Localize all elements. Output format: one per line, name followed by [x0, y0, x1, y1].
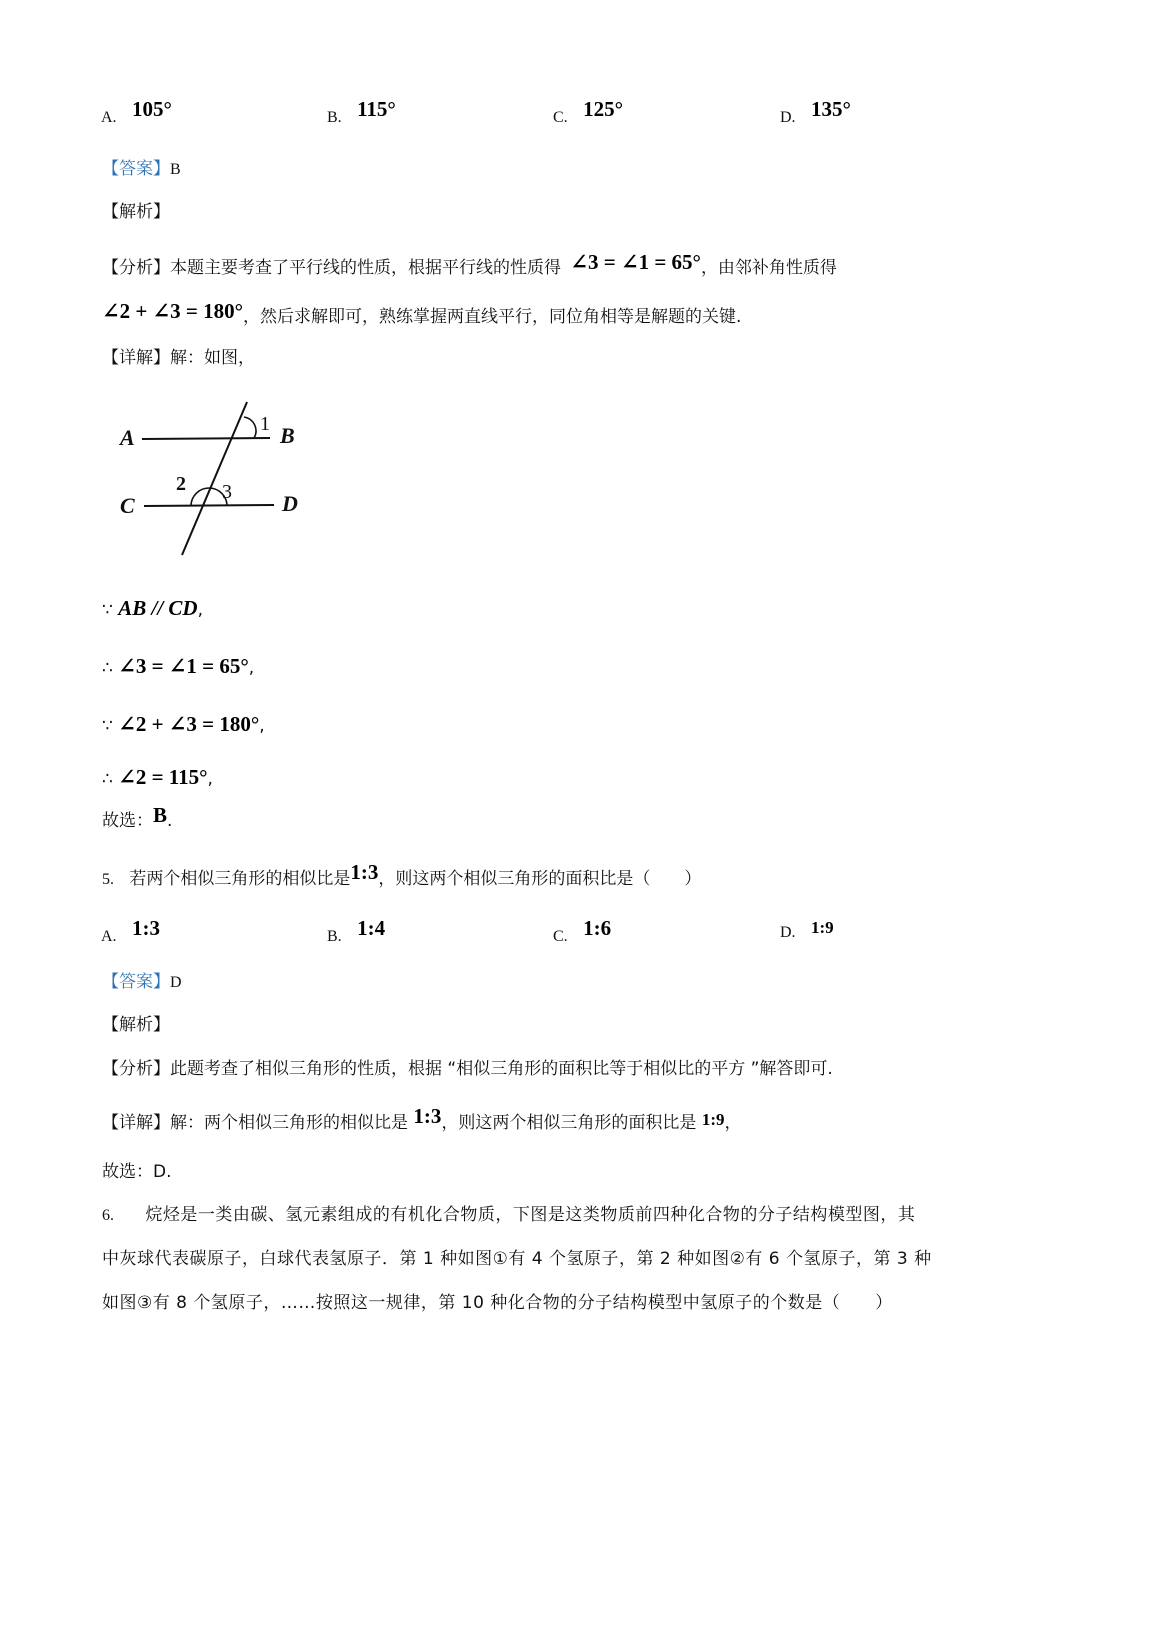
conclusion-value: B [153, 803, 168, 827]
fenxi-math: ∠2 + ∠3 = 180° [102, 299, 244, 323]
option-value: 1:3 [131, 916, 160, 940]
q6-line2: 中灰球代表碳原子，白球代表氢原子．第 1 种如图①有 4 个氢原子，第 2 种如图②有 6 个氢原子，第 3 种 [102, 1249, 932, 1269]
detail-text: 解：如图， [170, 348, 255, 368]
question-number: 6. [102, 1207, 114, 1224]
step-math: ∠2 + ∠3 = 180° [118, 712, 260, 736]
point-label-b: B [280, 423, 295, 448]
answer-label: 【答案】 [102, 972, 170, 992]
step-tail: , [259, 716, 265, 736]
because-symbol: ∵ [102, 716, 113, 736]
q5-option-a [101, 916, 160, 947]
q5-fenxi [102, 1054, 833, 1079]
fenxi-text: ，然后求解即可，熟练掌握两直线平行，同位角相等是解题的关键. [243, 307, 742, 327]
because-symbol: ∵ [102, 600, 113, 620]
step-tail: , [248, 658, 255, 678]
answer-value: B [170, 161, 181, 178]
option-letter: C. [553, 928, 568, 945]
option-letter: D. [780, 924, 796, 941]
point-label-a: A [120, 425, 135, 450]
step-tail: , [207, 769, 213, 789]
q5-answer [102, 967, 182, 992]
q4-option-a [101, 97, 172, 128]
option-letter: B. [327, 928, 342, 945]
parallel-lines-figure [110, 395, 320, 560]
option-value: 1:4 [357, 916, 386, 940]
stem-text: ，则这两个相似三角形的面积比是（ ） [378, 869, 702, 889]
option-value: 115° [357, 97, 396, 121]
q4-step-2 [102, 653, 254, 679]
option-letter: C. [553, 109, 568, 126]
option-value: 1:9 [810, 918, 834, 937]
step-math: ∠2 = 115° [118, 765, 208, 789]
q5-option-c [553, 916, 612, 947]
stem-text: 烷烃是一类由碳、氢元素组成的有机化合物质，下图是这类物质前四种化合物的分子结构模型图，其 [145, 1205, 916, 1225]
q5-option-d [780, 918, 834, 942]
option-value: 1:6 [583, 916, 612, 940]
angle-label-1: 1 [260, 413, 270, 435]
q4-step-3 [102, 711, 265, 737]
option-letter: A. [101, 928, 117, 945]
q4-fenxi-line1 [102, 250, 837, 279]
therefore-symbol: ∴ [102, 769, 113, 789]
fenxi-label: 【分析】 [102, 258, 170, 278]
q4-step-4 [102, 764, 213, 790]
conclusion-suffix: . [167, 811, 173, 831]
answer-value: D [170, 974, 182, 991]
step-math: AB // CD [118, 596, 198, 620]
detail-text: ，则这两个相似三角形的面积比是 [441, 1113, 697, 1133]
q4-step-1 [102, 596, 203, 621]
fenxi-text: 此题考查了相似三角形的性质，根据 “相似三角形的面积比等于相似比的平方 ”解答即可. [170, 1059, 833, 1079]
q4-detail [102, 343, 255, 368]
stem-math: 1:3 [350, 860, 379, 884]
option-letter: B. [327, 109, 342, 126]
angle-label-3: 3 [222, 481, 232, 503]
fenxi-label: 【分析】 [102, 1059, 170, 1079]
option-value: 125° [583, 97, 623, 121]
step-math: ∠3 = ∠1 = 65° [118, 654, 249, 678]
q4-option-c [553, 97, 623, 128]
q5-option-b [327, 916, 386, 947]
detail-math: 1:3 [413, 1104, 442, 1128]
q4-option-d [780, 97, 851, 128]
detail-text: 解：两个相似三角形的相似比是 [170, 1113, 408, 1133]
answer-label: 【答案】 [102, 159, 170, 179]
q6-line1 [102, 1200, 915, 1225]
q4-answer [102, 154, 181, 179]
q5-detail [102, 1104, 742, 1134]
fenxi-text: 本题主要考查了平行线的性质，根据平行线的性质得 [170, 258, 561, 278]
detail-label: 【详解】 [102, 348, 170, 368]
step-tail: , [197, 600, 203, 620]
q4-fenxi-line2 [102, 299, 742, 328]
option-value: 135° [810, 97, 851, 121]
q4-option-b [327, 97, 396, 128]
fenxi-text: ，由邻补角性质得 [700, 258, 837, 278]
q5-stem [102, 860, 702, 890]
q5-conclusion: 故选：D. [102, 1162, 172, 1182]
detail-label: 【详解】 [102, 1113, 170, 1133]
stem-text: 若两个相似三角形的相似比是 [129, 869, 351, 889]
conclusion-prefix: 故选： [102, 811, 153, 831]
point-label-c: C [120, 493, 135, 518]
option-value: 105° [131, 97, 172, 121]
option-letter: D. [780, 109, 796, 126]
option-letter: A. [101, 109, 117, 126]
point-label-d: D [282, 491, 298, 516]
q4-conclusion [102, 803, 173, 832]
q6-line3: 如图③有 8 个氢原子，……按照这一规律，第 10 种化合物的分子结构模型中氢原子的个数是（ ） [102, 1293, 893, 1313]
detail-math: 1:9 [701, 1110, 725, 1129]
detail-text: ， [724, 1113, 742, 1133]
angle-label-2: 2 [176, 473, 186, 495]
q5-analysis-label: 【解析】 [102, 1015, 170, 1035]
q4-analysis-label: 【解析】 [102, 202, 170, 222]
therefore-symbol: ∴ [102, 658, 113, 678]
question-number: 5. [102, 871, 114, 888]
fenxi-math: ∠3 = ∠1 = 65° [570, 250, 701, 274]
